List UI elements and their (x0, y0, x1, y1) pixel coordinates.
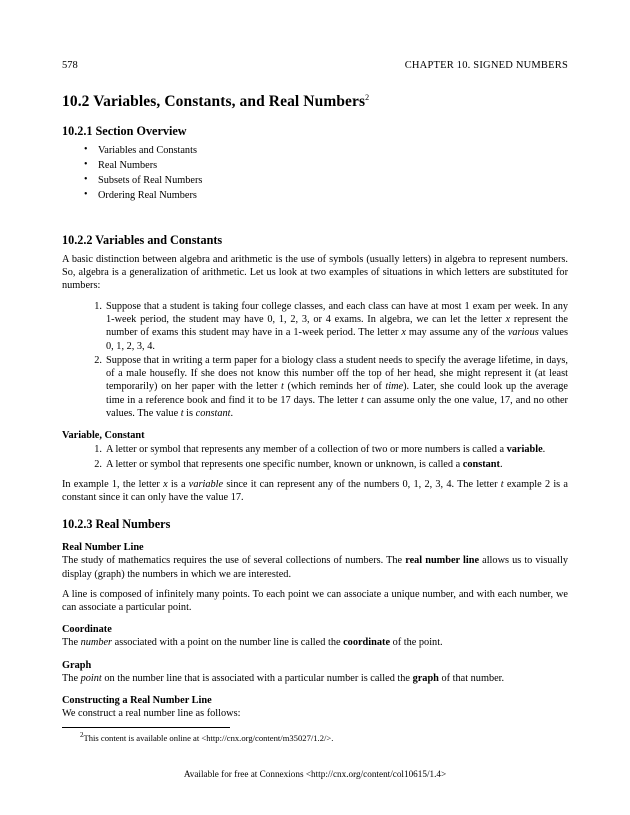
footnote-rule (62, 727, 230, 728)
list-item: • Subsets of Real Numbers (84, 174, 568, 189)
list-item: Suppose that a student is taking four college classes, and each class can have at most 1 exam per week. In any 1-week period, the student may have 0, 1, 2, 3, or 4 exams. In algebra, we can let the letter x represent the number of exams this student may have in a 1-week period. The letter x may assume any of the various values 0, 1, 2, 3, 4. (106, 300, 569, 352)
coordinate-heading: Coordinate (62, 624, 112, 636)
list-item: • Ordering Real Numbers (84, 189, 568, 204)
definition-heading: Variable, Constant (62, 430, 145, 442)
definition-list (62, 443, 568, 471)
coordinate-paragraph: The number associated with a point on the number line is called the coordinate of the point. (62, 637, 443, 649)
constructing-real-number-line-heading: Constructing a Real Number Line (62, 695, 212, 707)
constructing-real-number-line-paragraph: We construct a real number line as follows: (62, 708, 241, 720)
list-item: • Real Numbers (84, 159, 568, 174)
variables-constants-intro: A basic distinction between algebra and arithmetic is the use of symbols (usually letters) in algebra to represent numbers. So, algebra is a generalization of arithmetic. Let us look at two examples of situations in which letters are substituted for numbers: (62, 253, 568, 292)
chapter-title: CHAPTER 10. SIGNED NUMBERS (404, 60, 568, 71)
section-title (62, 93, 568, 111)
variables-constants-examples (62, 300, 568, 421)
list-item: A letter or symbol that represents one specific number, known or unknown, is called a constant. (106, 458, 503, 470)
section-footnote-marker: 2 (365, 93, 370, 102)
real-number-line-paragraph-1: The study of mathematics requires the use of several collections of numbers. The real number line allows us to visually display (graph) the numbers in which we are interested. (62, 555, 569, 580)
variables-constants-closing: In example 1, the letter x is a variable since it can represent any of the numbers 0, 1, 2, 3, 4. The letter t example 2 is a constant since it can only have the value 17. (62, 478, 568, 504)
real-number-line-paragraph-2: A line is composed of infinitely many points. To each point we can associate a unique number, and with each number, we can associate a particular point. (62, 588, 568, 614)
footnote-text: This content is available online at <http://cnx.org/content/m35027/1.2/>. (83, 733, 334, 744)
section-title-text: 10.2 Variables, Constants, and Real Numbers (62, 93, 366, 111)
section-overview-heading: 10.2.1 Section Overview (62, 124, 187, 139)
real-numbers-heading: 10.2.3 Real Numbers (62, 517, 171, 532)
section-overview-list (62, 144, 568, 204)
variables-constants-heading: 10.2.2 Variables and Constants (62, 232, 223, 247)
vertical-spacer (62, 204, 568, 220)
list-item: • Variables and Constants (84, 144, 568, 159)
list-item: A letter or symbol that represents any member of a collection of two or more numbers is called a variable. (106, 444, 546, 456)
running-header (62, 60, 568, 71)
real-number-line-heading: Real Number Line (62, 542, 144, 554)
page-number: 578 (62, 60, 78, 71)
list-item: Suppose that in writing a term paper for a biology class a student needs to specify the average lifetime, in days, of a male housefly. If she does not know this number off the top of her head, she might represent it (at least temporarily) on her paper with the letter t (which reminds her of time). Later, she could look up the average time in a reference book and find it to be 17 days. The letter t can assume only the one value, 17, and no other values. The value t is constant. (106, 354, 568, 419)
graph-heading: Graph (62, 659, 92, 671)
graph-paragraph: The point on the number line that is associated with a particular number is called the graph of that number. (62, 672, 505, 684)
page-footer: Available for free at Connexions <http://cnx.org/content/col10615/1.4> (183, 769, 447, 779)
footnote-marker: 2 (80, 731, 84, 740)
footnote (62, 731, 568, 744)
